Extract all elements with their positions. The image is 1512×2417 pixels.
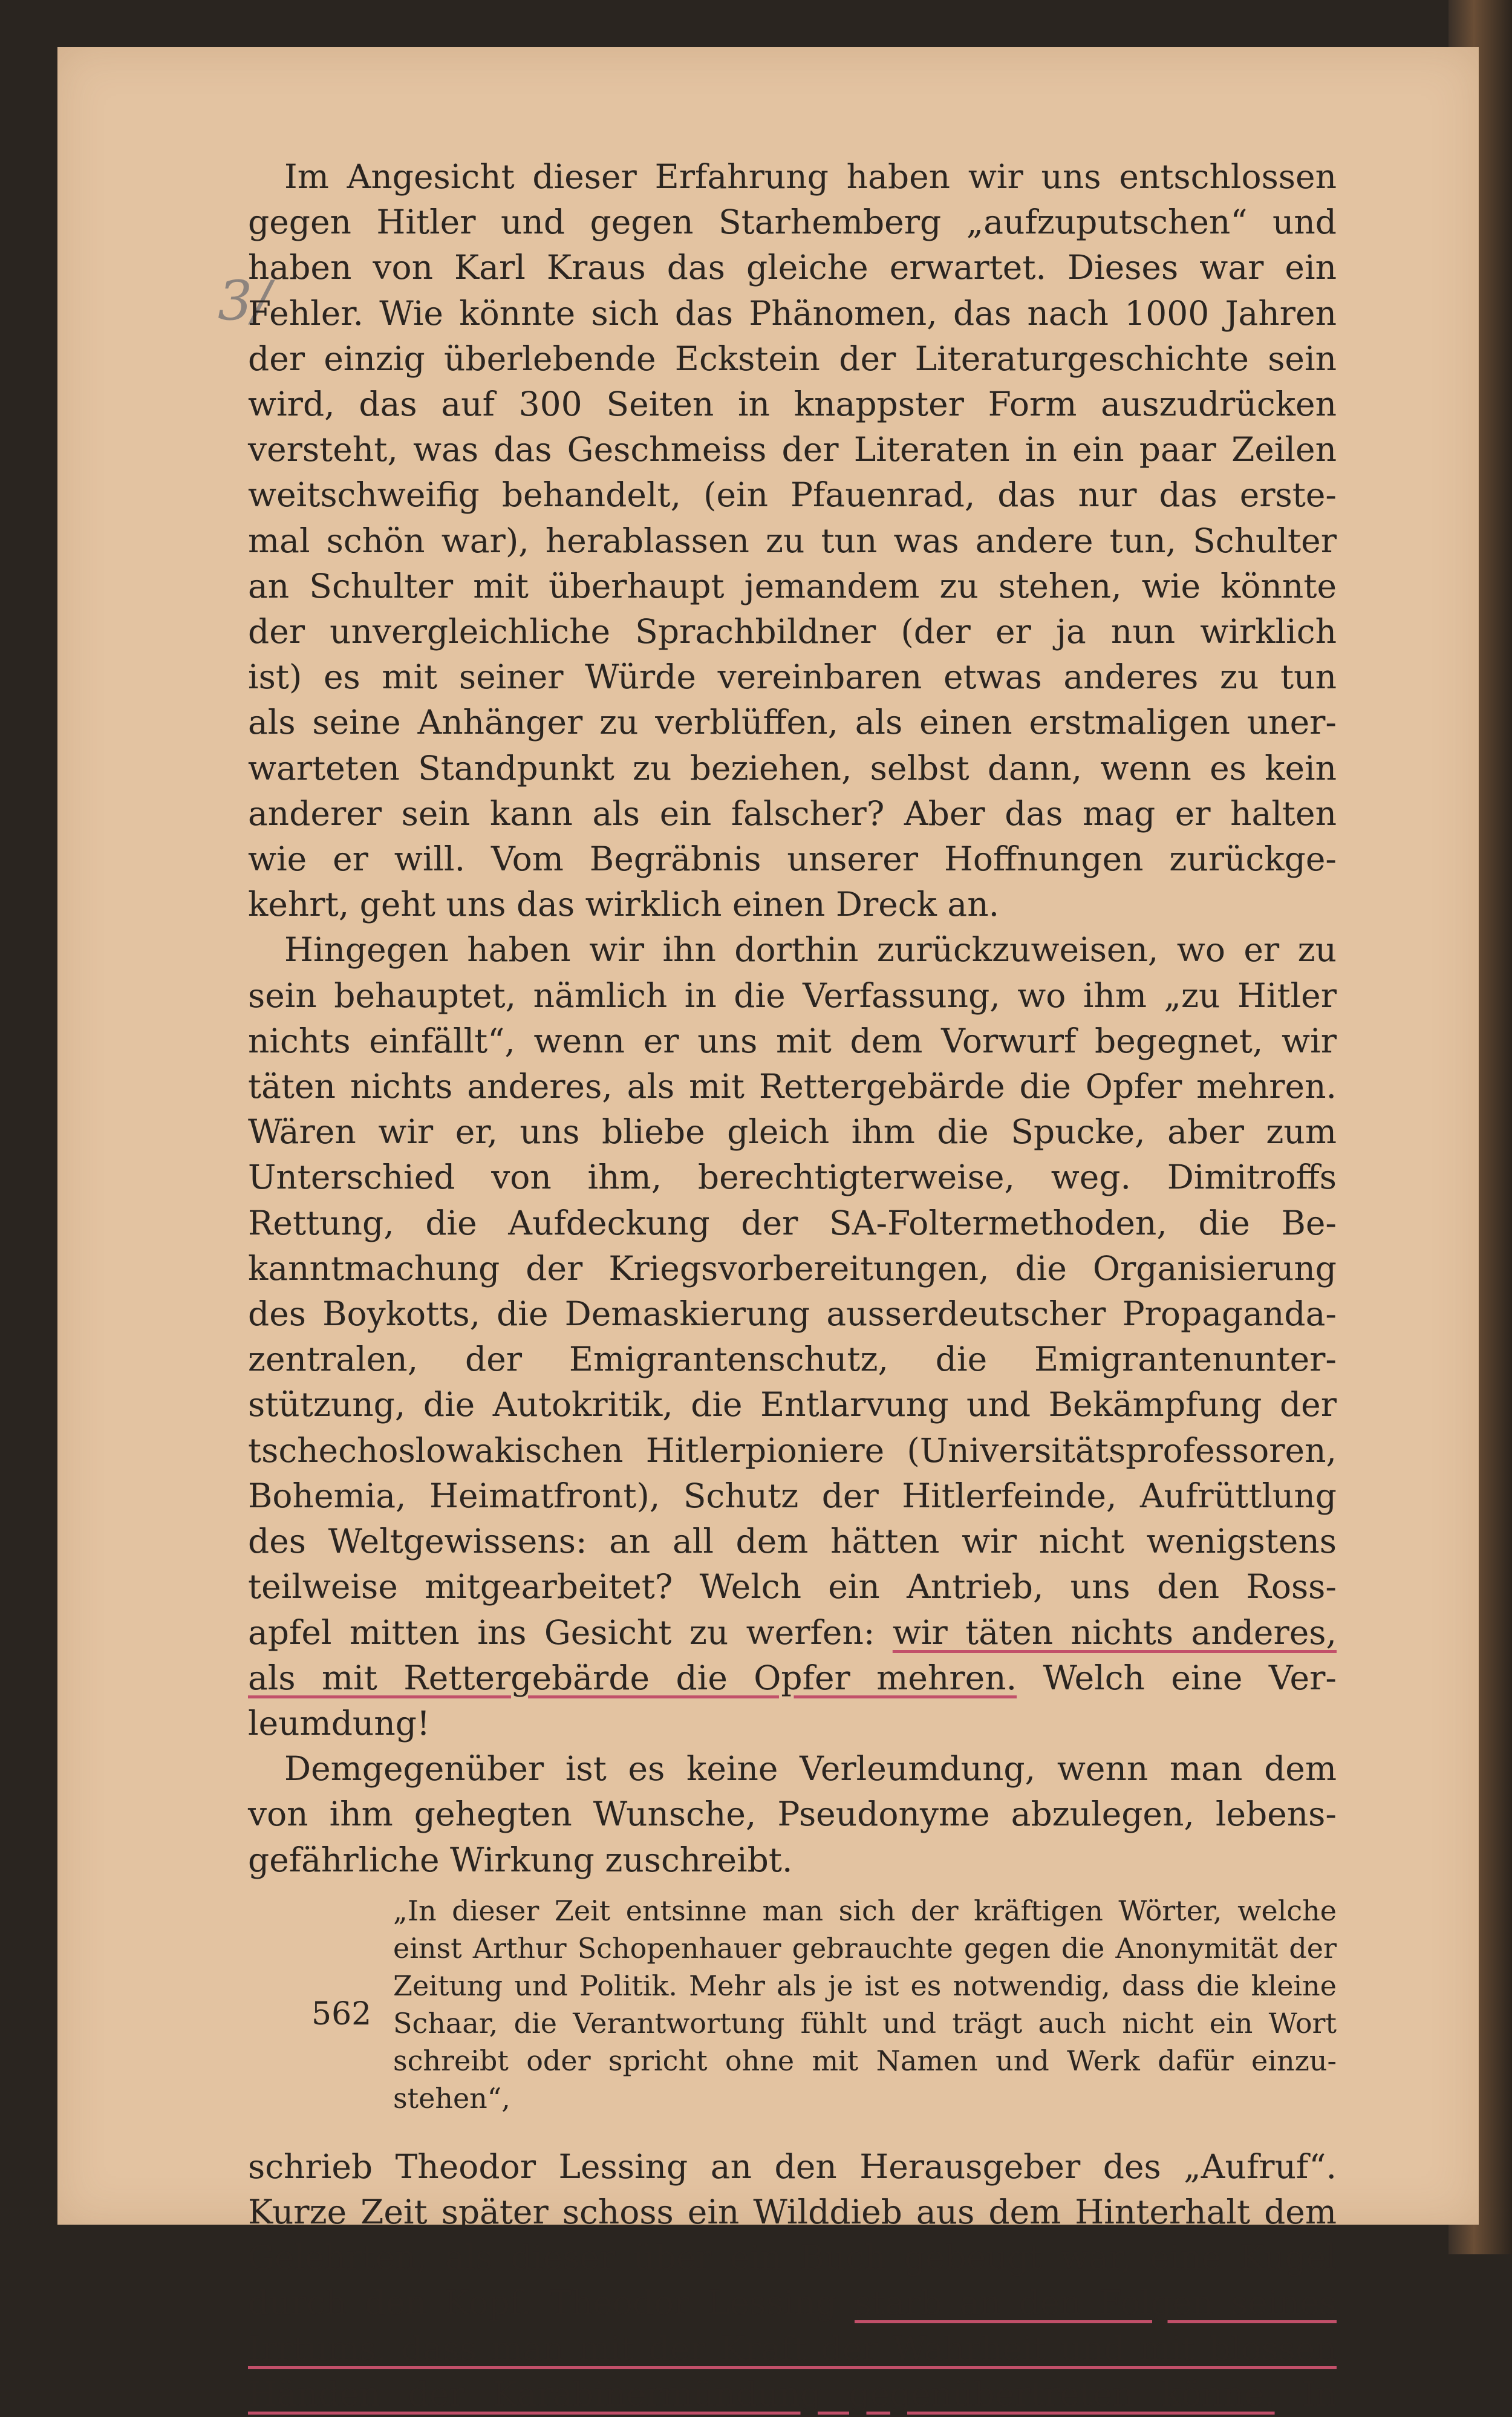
underlined-text: Händen der Karabinermündung gegenübertreten könne. xyxy=(248,2374,1275,2413)
quote-line: Schaar, die Verantwortung fühlt und trägt auch nicht ein Wort xyxy=(393,2006,1337,2040)
text-line: der unvergleichliche Sprachbildner (der er ja nun wirklich xyxy=(248,612,1337,651)
text-line: tschechoslowakischen Hitlerpioniere (Universitätsprofessoren, xyxy=(248,1430,1337,1470)
text-line: täten nichts anderes, als mit Rettergebärde die Opfer mehren. xyxy=(248,1067,1337,1106)
text-line: Hingegen haben wir ihn dorthin zurückzuweisen, wo er zu xyxy=(284,930,1337,970)
underlined-text: wir täten nichts anderes, xyxy=(892,1613,1337,1652)
text-line: sein behauptet, nämlich in die Verfassung, wo ihm „zu Hitler xyxy=(248,976,1337,1015)
quote-line: schreibt oder spricht ohne mit Namen und Werk dafür einzu- xyxy=(393,2044,1337,2077)
text-line: Unterschied von ihm, berechtigterweise, weg. Dimitroffs xyxy=(248,1158,1337,1197)
text-line: schrieb Theodor Lessing an den Herausgeber des „Aufruf“. xyxy=(248,2147,1337,2186)
underlined-text: als mit Rettergebärde die Opfer mehren. xyxy=(248,1658,1017,1697)
text-line: zentralen, der Emigrantenschutz, die Emigrantenunter- xyxy=(248,1340,1337,1379)
text-line: ist) es mit seiner Würde vereinbaren etwas anderes zu tun xyxy=(248,657,1337,697)
margin-note: 3/ xyxy=(218,269,271,333)
text-fragment: Welch eine Ver- xyxy=(1017,1658,1337,1697)
text-line: anderer sein kann als ein falscher? Aber das mag er halten xyxy=(248,794,1337,833)
quote-line: einst Arthur Schopenhauer gebrauchte gegen die Anonymität der xyxy=(393,1931,1337,1965)
quote-line: stehen“, xyxy=(393,2081,510,2115)
text-line: von ihm gehegten Wunsche, Pseudonyme abzulegen, lebens- xyxy=(248,1795,1337,1834)
paragraph-3 xyxy=(248,1746,1337,1883)
text-line: der einzig überlebende Eckstein der Literaturgeschichte sein xyxy=(248,339,1337,378)
text-line xyxy=(248,2280,1337,2326)
underlined-text: starb an den Folgen seines xyxy=(855,2283,1337,2323)
quote-line: Zeitung und Politik. Mehr als je ist es notwendig, dass die kleine xyxy=(393,1969,1337,2002)
text-line: nichts einfällt“, wenn er uns mit dem Vorwurf begegnet, wir xyxy=(248,1021,1337,1060)
text-line: Bohemia, Heimatfront), Schutz der Hitlerfeinde, Aufrüttlung xyxy=(248,1476,1337,1515)
text-line: Kurze Zeit später schoss ein Wilddieb aus dem Hinterhalt dem xyxy=(248,2192,1337,2231)
text-line: weitschweifig behandelt, (ein Pfauenrad, das nur das erste- xyxy=(248,475,1337,515)
text-line: gegen Hitler und gegen Starhemberg „aufzuputschen“ und xyxy=(248,203,1337,242)
text-fragment: In xyxy=(1274,2374,1337,2413)
text-line xyxy=(248,2372,1337,2417)
underlined-text: Irrtums, dass man mit der Kraft der Wahrheit und mit blossen xyxy=(248,2329,1337,2368)
text-fragment: durch den Kopf. Theodor Lessing xyxy=(248,2283,855,2323)
text-fragment: apfel mitten ins Gesicht zu werfen: xyxy=(248,1613,893,1652)
text-line: kanntmachung der Kriegsvorbereitungen, die Organisierung xyxy=(248,1248,1337,1288)
text-line: des Weltgewissens: an all dem hätten wir nicht wenigstens xyxy=(248,1522,1337,1561)
text-line: kehrt, geht uns das wirklich einen Dreck an. xyxy=(248,885,1000,924)
text-line: Demgegenüber ist es keine Verleumdung, wenn man dem xyxy=(284,1749,1337,1789)
text-line xyxy=(248,1610,1337,1655)
page-text xyxy=(248,154,1337,2417)
text-line: Im Angesicht dieser Erfahrung haben wir uns entschlossen xyxy=(284,157,1337,196)
text-line: wird, das auf 300 Seiten in knappster Form auszudrücken xyxy=(248,385,1337,424)
text-line: als seine Anhänger zu verblüffen, als einen erstmaligen uner- xyxy=(248,703,1337,742)
text-line: an Schulter mit überhaupt jemandem zu stehen, wie könnte xyxy=(248,566,1337,605)
text-line: wie er will. Vom Begräbnis unserer Hoffnungen zurückge- xyxy=(248,840,1337,879)
text-line xyxy=(248,2326,1337,2372)
text-line: versteht, was das Geschmeiss der Literaten in ein paar Zeilen xyxy=(248,430,1337,469)
paragraph-4 xyxy=(248,2144,1337,2417)
text-line xyxy=(248,1655,1337,1701)
paragraph-2 xyxy=(248,927,1337,1746)
text-line: stützung, die Autokritik, die Entlarvung und Bekämpfung der xyxy=(248,1385,1337,1424)
text-line: Fehler. Wie könnte sich das Phänomen, das nach 1000 Jahren xyxy=(248,293,1337,333)
quote-line: „In dieser Zeit entsinne man sich der kräftigen Wörter, welche xyxy=(393,1894,1337,1927)
text-line: Gelehrten, als dieser über ein Buch gebeugt war, eine Kugel xyxy=(248,2238,1337,2277)
text-line: haben von Karl Kraus das gleiche erwartet. Dieses war ein xyxy=(248,248,1337,287)
text-line: Wären wir er, uns bliebe gleich ihm die Spucke, aber zum xyxy=(248,1112,1337,1152)
text-line: gefährliche Wirkung zuschreibt. xyxy=(248,1840,793,1879)
text-line: leumdung! xyxy=(248,1703,431,1743)
page-number: 562 xyxy=(311,1996,372,2032)
text-line: mal schön war), herablassen zu tun was andere tun, Schulter xyxy=(248,521,1337,560)
text-line: teilweise mitgearbeitet? Welch ein Antrieb, uns den Ross- xyxy=(248,1567,1337,1606)
block-quote xyxy=(393,1892,1337,2117)
paragraph-1 xyxy=(248,154,1337,927)
text-line: warteten Standpunkt zu beziehen, selbst dann, wenn es kein xyxy=(248,748,1337,788)
text-line: des Boykotts, die Demaskierung ausserdeutscher Propaganda- xyxy=(248,1294,1337,1334)
text-line: Rettung, die Aufdeckung der SA-Foltermethoden, die Be- xyxy=(248,1203,1337,1242)
